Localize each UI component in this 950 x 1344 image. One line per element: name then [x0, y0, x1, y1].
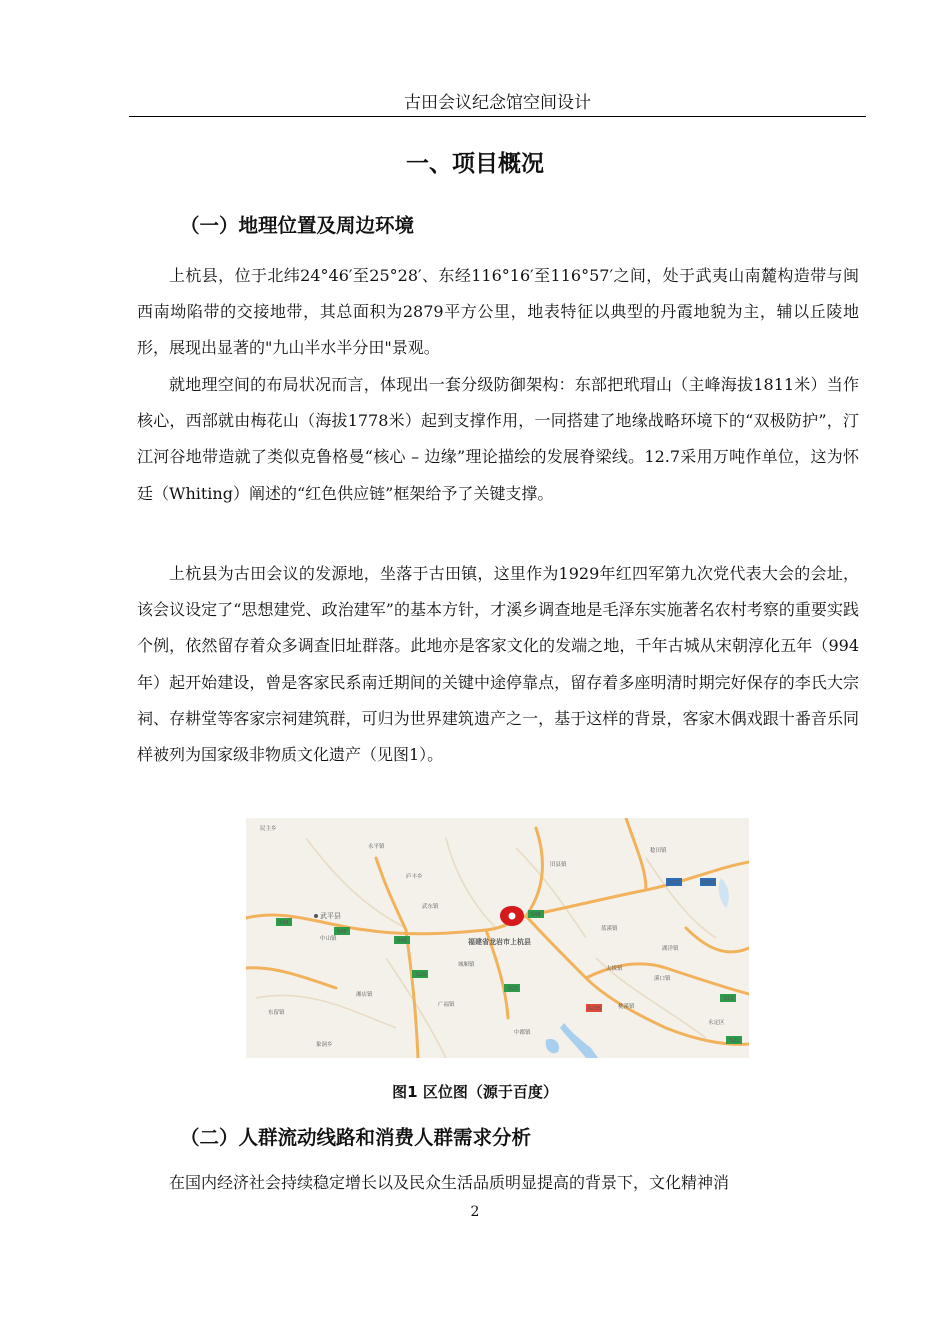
place-label: 永定区: [708, 1020, 725, 1026]
road-label-8: G205: [702, 880, 716, 886]
road-label-1: S48: [279, 920, 289, 926]
place-label: 蓝溪镇: [601, 926, 618, 932]
section-heading-geography: （一）地理位置及周边环境: [180, 214, 415, 237]
paragraph-history: 上杭县为古田会议的发源地，坐落于古田镇，这里作为1929年红四军第九次党代表大会的会址，该会议设定了“思想建党、政治建军”的基本方针，才溪乡调查地是毛泽东实施著名农村考察的重要实践个例，依然留存着众多调查旧址群落。此地亦是客家文化的发端之地，千年古城从宋朝淳化五年（994年）起开始建设，曾是客家民系南迁期间的关键中途停靠点，留存着多座明清时期完好保存的李氏大宗祠、存耕堂等客家宗祠建筑群，可归为世界建筑遗产之一，基于这样的背景，客家木偶戏跟十番音乐同样被列为国家级非物质文化遗产（见图1）。: [137, 564, 859, 765]
road-label-5: G25: [508, 986, 519, 992]
road-label-10: S21: [730, 1038, 740, 1044]
paragraph-layout: 就地理空间的布局状况而言，体现出一套分级防御架构：东部把玳瑁山（主峰海拔1811米）当作核心，西部就由梅花山（海拔1778米）起到支撑作用，一同搭建了地缘战略环境下的“双极防护”，汀江河谷地带造就了类似克鲁格曼“核心 – 边缘”理论描绘的发展脊梁线。12.7采用万吨作单位，这为怀廷（Whiting）阐述的“红色供应链”框架给予了关键支撑。: [137, 375, 859, 503]
page-number: 2: [470, 1204, 480, 1220]
location-map-svg: [246, 818, 749, 1058]
figure-caption: 图1 区位图（源于百度）: [392, 1083, 558, 1101]
place-label: 广福镇: [438, 1002, 455, 1008]
road-label-3: S48: [397, 938, 407, 944]
place-label: 东留镇: [268, 1010, 285, 1016]
place-label: 城厢镇: [458, 962, 475, 968]
marker-label: 福建省龙岩市上杭县: [468, 938, 531, 946]
road-label-4: G25: [416, 972, 427, 978]
road-label-7: G72: [670, 880, 681, 886]
page-header-title: 古田会议纪念馆空间设计: [404, 93, 591, 113]
place-label: 湖洋镇: [662, 946, 679, 952]
road-label-11: S48: [531, 912, 541, 918]
place-label: 稔田镇: [650, 848, 667, 854]
place-label: 象洞乡: [316, 1042, 333, 1048]
paragraph-consumption: 在国内经济社会持续稳定增长以及民众生活品质明显提高的背景下，文化精神消: [169, 1173, 730, 1192]
county-dot: [314, 914, 318, 918]
road-label-2: S48: [337, 929, 347, 935]
place-label: 永平镇: [368, 844, 385, 850]
page-header-rule: [129, 116, 866, 117]
county-label: 武平县: [320, 912, 341, 920]
location-map: [246, 818, 749, 1058]
place-label: 太拔镇: [606, 966, 623, 972]
place-label: 中山镇: [320, 936, 337, 942]
road-label-6: G235: [588, 1006, 602, 1012]
place-label: 桃溪镇: [618, 1004, 635, 1010]
place-label: 溪口镇: [654, 976, 671, 982]
place-label: 湘店镇: [356, 992, 373, 998]
paragraph-location: 上杭县，位于北纬24°46′至25°28′、东经116°16′至116°57′之间，处于武夷山南麓构造带与闽西南坳陷带的交接地带，其总面积为2879平方公里，地表特征以典型的丹霞地貌为主，辅以丘陵地形，展现出显著的"九山半水半分田"景观。: [137, 266, 859, 358]
place-label: 中都镇: [514, 1030, 531, 1036]
road-label-9: S21: [724, 996, 734, 1002]
chapter-heading: 一、项目概况: [406, 151, 544, 177]
place-label: 武东镇: [422, 904, 439, 910]
section-heading-crowd: （二）人群流动线路和消费人群需求分析: [180, 1126, 532, 1149]
place-label: 庐丰乡: [406, 874, 423, 880]
place-label: 旧县镇: [550, 862, 567, 868]
place-label: 民主乡: [260, 826, 277, 832]
